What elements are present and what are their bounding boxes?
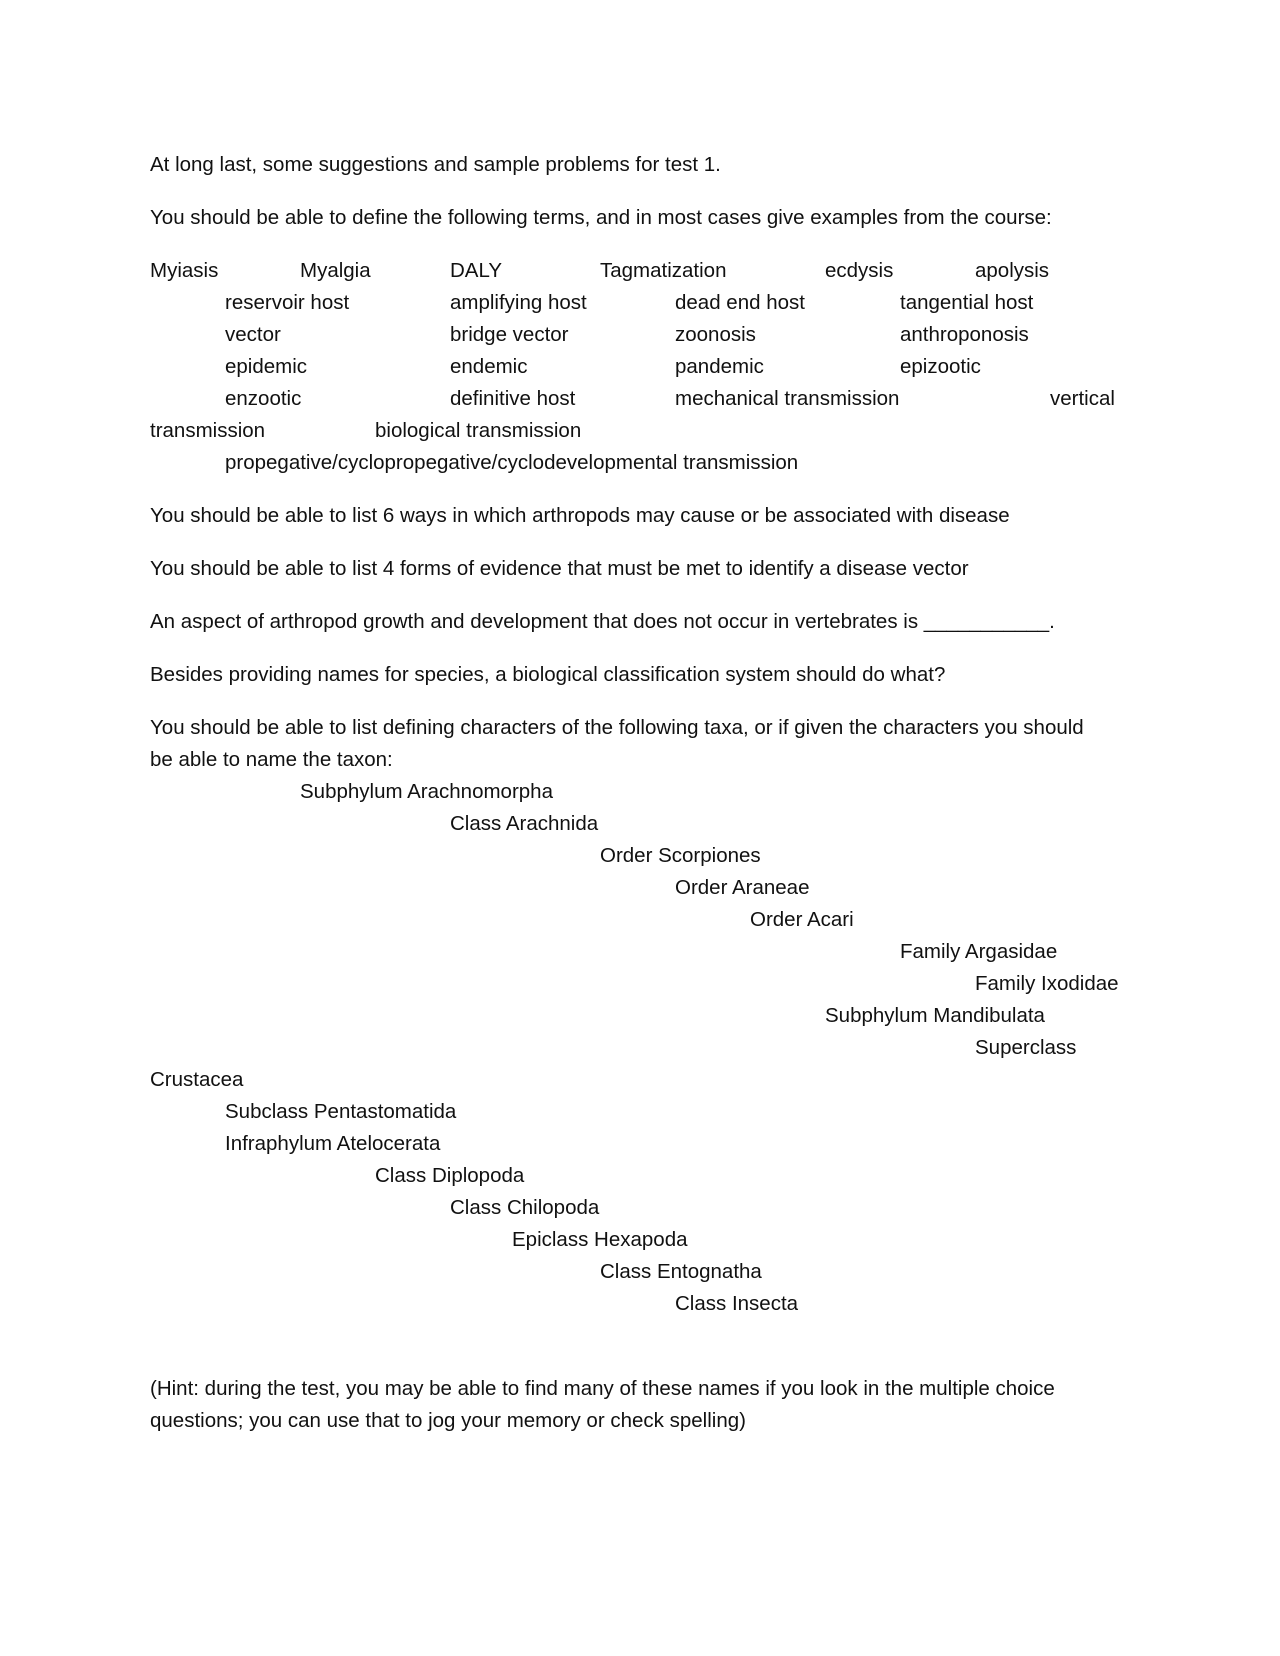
term-tangential-host: tangential host [900, 291, 1034, 314]
hint-line-2: questions; you can use that to jog your memory or check spelling) [150, 1409, 746, 1432]
term-enzootic: enzootic [225, 387, 302, 410]
taxon-superclass: Superclass [975, 1036, 1077, 1059]
term-vector: vector [225, 323, 281, 346]
hint-line-1: (Hint: during the test, you may be able to find many of these names if you look in the multiple choice [150, 1377, 1055, 1400]
question-classification: Besides providing names for species, a biological classification system should do what? [150, 663, 946, 686]
taxon-subphylum-mandibulata: Subphylum Mandibulata [825, 1004, 1045, 1027]
question-six-ways: You should be able to list 6 ways in which arthropods may cause or be associated with disease [150, 504, 1010, 527]
taxon-crustacea: Crustacea [150, 1068, 244, 1091]
term-tagmatization: Tagmatization [600, 259, 727, 282]
term-epizootic: epizootic [900, 355, 981, 378]
term-endemic: endemic [450, 355, 528, 378]
taxon-family-argasidae: Family Argasidae [900, 940, 1058, 963]
taxon-epiclass-hexapoda: Epiclass Hexapoda [512, 1228, 688, 1251]
define-instruction: You should be able to define the following terms, and in most cases give examples from the course: [150, 206, 1052, 229]
question-four-evidence: You should be able to list 4 forms of evidence that must be met to identify a disease vector [150, 557, 969, 580]
term-transmission: transmission [150, 419, 266, 442]
taxon-class-insecta: Class Insecta [675, 1292, 799, 1315]
term-vertical: vertical [1050, 387, 1115, 410]
taxon-class-diplopoda: Class Diplopoda [375, 1164, 525, 1187]
taxon-order-acari: Order Acari [750, 908, 854, 931]
term-dead-end-host: dead end host [675, 291, 805, 314]
term-biological-transmission: biological transmission [375, 419, 582, 442]
term-amplifying-host: amplifying host [450, 291, 587, 314]
term-anthroponosis: anthroponosis [900, 323, 1029, 346]
question-taxa-line-1: You should be able to list defining characters of the following taxa, or if given the characters you should [150, 716, 1084, 739]
question-growth: An aspect of arthropod growth and development that does not occur in vertebrates is ___________. [150, 610, 1055, 633]
taxon-class-chilopoda: Class Chilopoda [450, 1196, 600, 1219]
taxon-subclass-pentastomatida: Subclass Pentastomatida [225, 1100, 457, 1123]
term-daly: DALY [450, 259, 503, 282]
taxon-order-scorpiones: Order Scorpiones [600, 844, 761, 867]
term-mechanical-transmission: mechanical transmission [675, 387, 900, 410]
term-epidemic: epidemic [225, 355, 308, 378]
taxon-order-araneae: Order Araneae [675, 876, 810, 899]
taxon-infraphylum-atelocerata: Infraphylum Atelocerata [225, 1132, 441, 1155]
question-taxa-line-2: be able to name the taxon: [150, 748, 393, 771]
taxon-class-entognatha: Class Entognatha [600, 1260, 762, 1283]
taxon-subphylum-arachnomorpha: Subphylum Arachnomorpha [300, 780, 553, 803]
term-myiasis: Myiasis [150, 259, 219, 282]
taxon-family-ixodidae: Family Ixodidae [975, 972, 1119, 995]
term-definitive-host: definitive host [450, 387, 576, 410]
intro-line: At long last, some suggestions and sample problems for test 1. [150, 153, 721, 176]
term-bridge-vector: bridge vector [450, 323, 569, 346]
term-apolysis: apolysis [975, 259, 1050, 282]
term-zoonosis: zoonosis [675, 323, 756, 346]
term-myalgia: Myalgia [300, 259, 371, 282]
taxon-class-arachnida: Class Arachnida [450, 812, 599, 835]
term-pandemic: pandemic [675, 355, 764, 378]
term-ecdysis: ecdysis [825, 259, 894, 282]
term-propegative-transmission: propegative/cyclopropegative/cyclodevelopmental transmission [225, 451, 799, 474]
term-reservoir-host: reservoir host [225, 291, 350, 314]
